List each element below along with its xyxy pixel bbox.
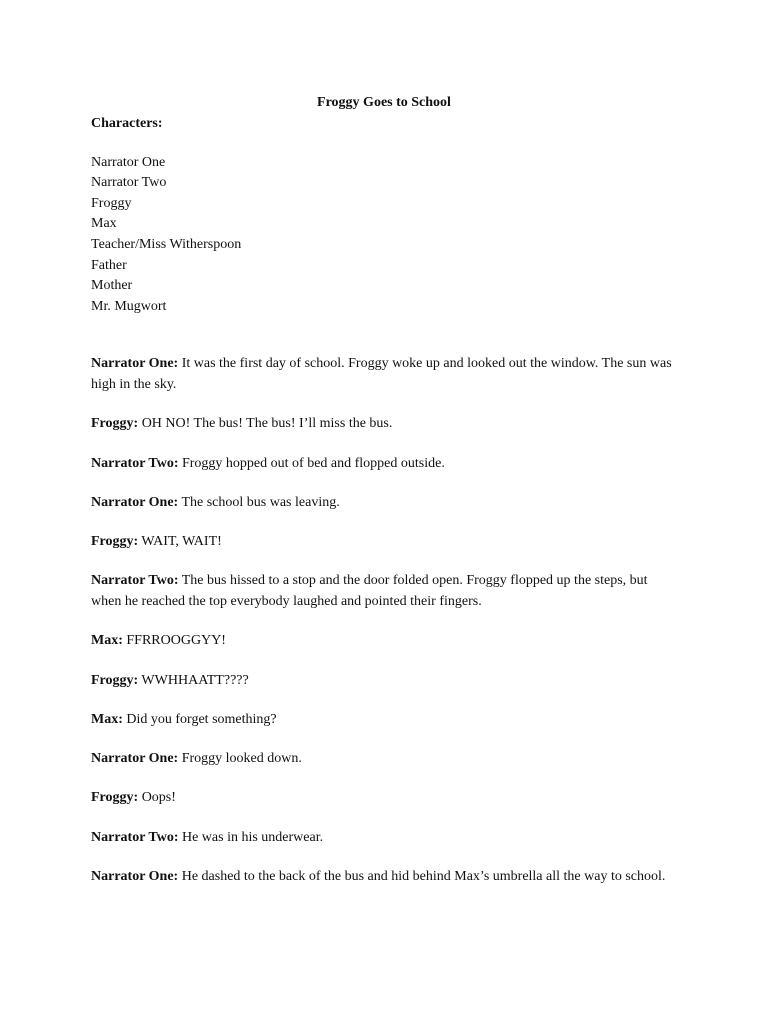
script-line [91, 493, 676, 514]
speaker-name: Froggy: [91, 672, 139, 688]
speaker-name: Narrator Two: [91, 573, 179, 589]
line-text: Froggy looked down. [178, 751, 302, 767]
character-item: Teacher/Miss Witherspoon [91, 236, 242, 252]
line-text: Oops! [138, 790, 176, 806]
speaker-name: Narrator One: [91, 356, 179, 372]
speaker-name: Narrator Two: [91, 455, 179, 471]
speaker-name: Froggy: [91, 534, 139, 550]
line-text: Froggy hopped out of bed and flopped outside. [178, 455, 445, 471]
line-text: OH NO! The bus! The bus! I’ll miss the bus. [138, 416, 393, 432]
character-item: Narrator Two [91, 175, 167, 191]
script-line [91, 671, 676, 692]
script-line [91, 749, 676, 770]
script-line [91, 532, 676, 553]
speaker-name: Froggy: [91, 416, 139, 432]
speaker-name: Narrator Two: [91, 829, 179, 845]
speaker-name: Froggy: [91, 790, 139, 806]
script-line [91, 788, 676, 809]
script-line [91, 414, 676, 435]
speaker-name: Max: [91, 633, 123, 649]
line-text: It was the first day of school. Froggy woke up and looked out the window. The sun was high in the sky. [91, 356, 672, 392]
script-section [91, 354, 676, 887]
script-line [91, 710, 676, 731]
characters-heading: Characters: [91, 116, 163, 131]
script-line [91, 867, 676, 888]
line-text: Did you forget something? [122, 711, 277, 727]
document-title: Froggy Goes to School [317, 95, 451, 110]
character-list [91, 153, 676, 318]
line-text: WWHHAATT???? [138, 672, 249, 688]
script-line [91, 828, 676, 849]
script-line [91, 354, 676, 395]
line-text: The bus hissed to a stop and the door folded open. Froggy flopped up the steps, but when he reached the top everybody laughed and pointed their fingers. [91, 573, 648, 609]
character-item: Froggy [91, 195, 132, 211]
line-text: He was in his underwear. [178, 829, 324, 845]
character-item: Mr. Mugwort [91, 298, 167, 314]
script-line [91, 631, 676, 652]
line-text: The school bus was leaving. [178, 494, 340, 510]
speaker-name: Narrator One: [91, 751, 179, 767]
speaker-name: Narrator One: [91, 868, 179, 884]
document-body [91, 114, 676, 906]
character-item: Father [91, 257, 127, 273]
speaker-name: Max: [91, 711, 123, 727]
script-line [91, 571, 676, 612]
speaker-name: Narrator One: [91, 494, 179, 510]
line-text: WAIT, WAIT! [138, 534, 222, 550]
character-item: Mother [91, 278, 133, 294]
script-line [91, 454, 676, 475]
line-text: He dashed to the back of the bus and hid behind Max’s umbrella all the way to school. [178, 868, 666, 884]
character-item: Narrator One [91, 154, 166, 170]
line-text: FFRROOGGYY! [122, 633, 226, 649]
character-item: Max [91, 216, 117, 232]
